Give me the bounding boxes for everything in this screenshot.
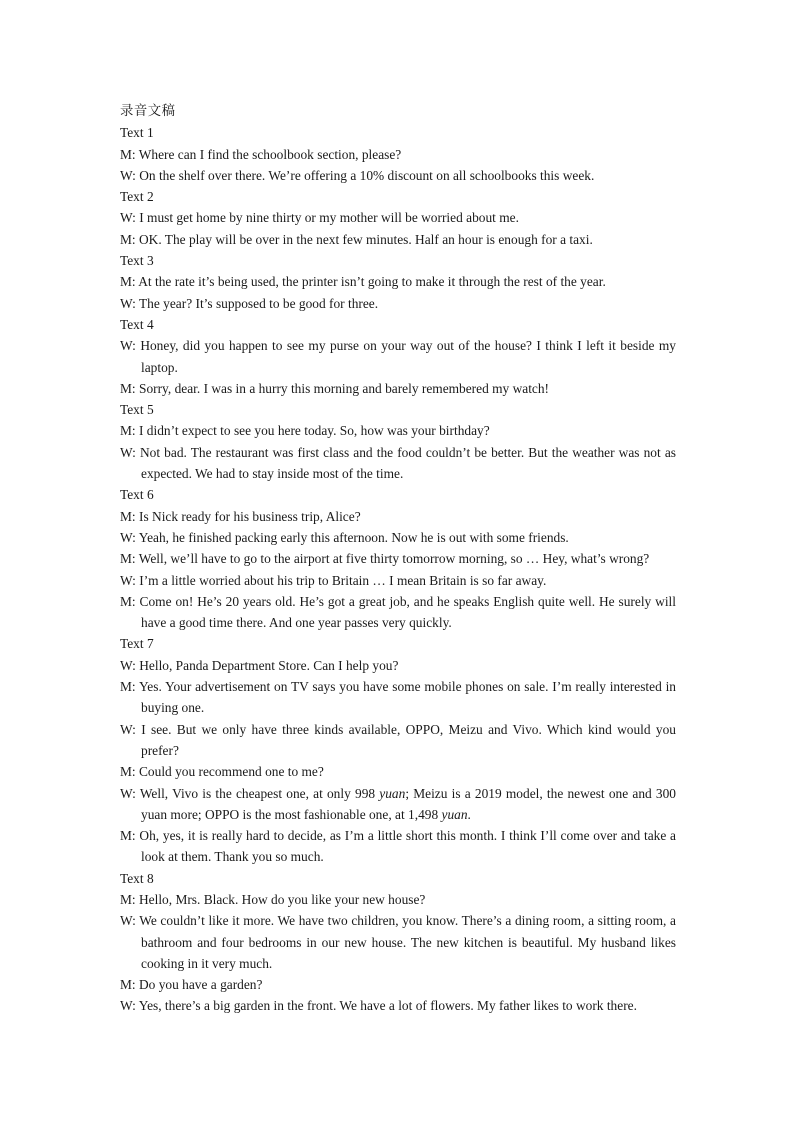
dialogue-line (120, 442, 676, 485)
document-title: 录音文稿 (120, 104, 176, 119)
utterance-text: Oh, yes, it is really hard to decide, as I’m a little short this month. I think I’ll come over and take a look at them. Thank you so much. (139, 828, 676, 865)
transcript-document (120, 101, 676, 1017)
speaker-label: M: (120, 423, 136, 439)
utterance-text: I didn’t expect to see you here today. So, how was your birthday? (139, 423, 490, 439)
transcript-sections (120, 122, 676, 1016)
dialogue-line (120, 655, 676, 676)
section-heading: Text 4 (120, 316, 154, 332)
text-section (120, 186, 676, 250)
speaker-label: M: (120, 380, 136, 396)
section-heading: Text 1 (120, 125, 154, 141)
dialogue-line (120, 570, 676, 591)
speaker-label: M: (120, 508, 136, 524)
utterance-text: Yeah, he finished packing early this afternoon. Now he is out with some friends. (138, 529, 569, 545)
utterance-text: OK. The play will be over in the next few minutes. Half an hour is enough for a taxi. (139, 231, 593, 247)
utterance-text: ; Meizu is a 2019 model, the newest one and 300 yuan more; OPPO is the most fashionable one, at 1,498 (141, 785, 676, 822)
speaker-label: W: (120, 721, 136, 737)
dialogue-line (120, 783, 676, 826)
utterance-text: I must get home by nine thirty or my mother will be worried about me. (139, 210, 519, 226)
text-section (120, 633, 676, 867)
text-section (120, 250, 676, 314)
section-heading: Text 2 (120, 189, 154, 205)
dialogue-line (120, 420, 676, 441)
dialogue-line (120, 207, 676, 228)
utterance-text: We couldn’t like it more. We have two children, you know. There’s a dining room, a sitting room, a bathroom and four bedrooms in our new house. The new kitchen is beautiful. My husband likes cooking in it very much. (139, 913, 676, 971)
utterance-text: At the rate it’s being used, the printer isn’t going to make it through the rest of the year. (138, 274, 606, 290)
utterance-text: Yes. Your advertisement on TV says you have some mobile phones on sale. I’m really interested in buying one. (138, 679, 676, 716)
utterance-text: Could you recommend one to me? (139, 764, 324, 780)
section-heading: Text 6 (120, 487, 154, 503)
speaker-label: W: (120, 210, 136, 226)
utterance-text: yuan (379, 785, 406, 801)
speaker-label: W: (120, 444, 136, 460)
speaker-label: M: (120, 764, 136, 780)
speaker-label: M: (120, 891, 136, 907)
speaker-label: W: (120, 529, 136, 545)
utterance-text: Well, Vivo is the cheapest one, at only 998 (139, 785, 380, 801)
dialogue-line (120, 974, 676, 995)
utterance-text: Come on! He’s 20 years old. He’s got a great job, and he speaks English quite well. He surely will have a good time there. And one year passes very quickly. (139, 593, 676, 631)
utterance-text: I see. But we only have three kinds available, OPPO, Meizu and Vivo. Which kind would you prefer? (141, 721, 676, 758)
dialogue-line (120, 761, 676, 782)
speaker-label: M: (120, 551, 136, 567)
dialogue-line (120, 271, 676, 292)
speaker-label: M: (120, 274, 136, 290)
utterance-text: yuan (441, 806, 468, 822)
utterance-text: The year? It’s supposed to be good for three. (138, 295, 379, 311)
utterance-text: . (467, 806, 471, 822)
text-section (120, 122, 676, 186)
utterance-text: Do you have a garden? (139, 977, 263, 993)
speaker-label: M: (120, 231, 136, 247)
dialogue-line (120, 591, 676, 634)
dialogue-line (120, 825, 676, 868)
utterance-text: Well, we’ll have to go to the airport at five thirty tomorrow morning, so … Hey, what’s wrong? (138, 551, 650, 567)
text-section (120, 868, 676, 1017)
utterance-text: Sorry, dear. I was in a hurry this morning and barely remembered my watch! (139, 380, 550, 396)
dialogue-line (120, 506, 676, 527)
text-section (120, 484, 676, 633)
speaker-label: W: (120, 785, 136, 801)
dialogue-line (120, 335, 676, 378)
speaker-label: W: (120, 913, 136, 929)
speaker-label: W: (120, 572, 136, 588)
speaker-label: W: (120, 167, 136, 183)
speaker-label: M: (120, 146, 136, 162)
speaker-label: W: (120, 657, 136, 673)
dialogue-line (120, 527, 676, 548)
dialogue-line (120, 144, 676, 165)
text-section (120, 399, 676, 484)
speaker-label: M: (120, 977, 136, 993)
section-heading: Text 3 (120, 253, 154, 269)
dialogue-line (120, 676, 676, 719)
dialogue-line (120, 889, 676, 910)
dialogue-line (120, 548, 676, 569)
utterance-text: Honey, did you happen to see my purse on your way out of the house? I think I left it beside my laptop. (140, 338, 676, 375)
utterance-text: Is Nick ready for his business trip, Alice? (139, 508, 361, 524)
section-heading: Text 7 (120, 636, 154, 652)
dialogue-line (120, 293, 676, 314)
dialogue-line (120, 229, 676, 250)
dialogue-line (120, 165, 676, 186)
utterance-text: Hello, Mrs. Black. How do you like your new house? (139, 891, 426, 907)
dialogue-line (120, 719, 676, 762)
section-heading: Text 8 (120, 870, 154, 886)
utterance-text: I’m a little worried about his trip to Britain … I mean Britain is so far away. (139, 572, 547, 588)
utterance-text: Yes, there’s a big garden in the front. We have a lot of flowers. My father likes to work there. (138, 998, 637, 1014)
speaker-label: W: (120, 338, 136, 354)
speaker-label: W: (120, 295, 136, 311)
speaker-label: M: (120, 593, 136, 609)
speaker-label: W: (120, 998, 136, 1014)
dialogue-line (120, 995, 676, 1016)
dialogue-line (120, 378, 676, 399)
utterance-text: On the shelf over there. We’re offering a 10% discount on all schoolbooks this week. (139, 167, 595, 183)
utterance-text: Hello, Panda Department Store. Can I help you? (139, 657, 399, 673)
section-heading: Text 5 (120, 402, 154, 418)
utterance-text: Where can I find the schoolbook section, please? (138, 146, 402, 162)
text-section (120, 314, 676, 399)
utterance-text: Not bad. The restaurant was first class and the food couldn’t be better. But the weather was not as expected. We had to stay inside most of the time. (139, 444, 676, 482)
dialogue-line (120, 910, 676, 974)
speaker-label: M: (120, 679, 136, 695)
speaker-label: M: (120, 828, 136, 844)
